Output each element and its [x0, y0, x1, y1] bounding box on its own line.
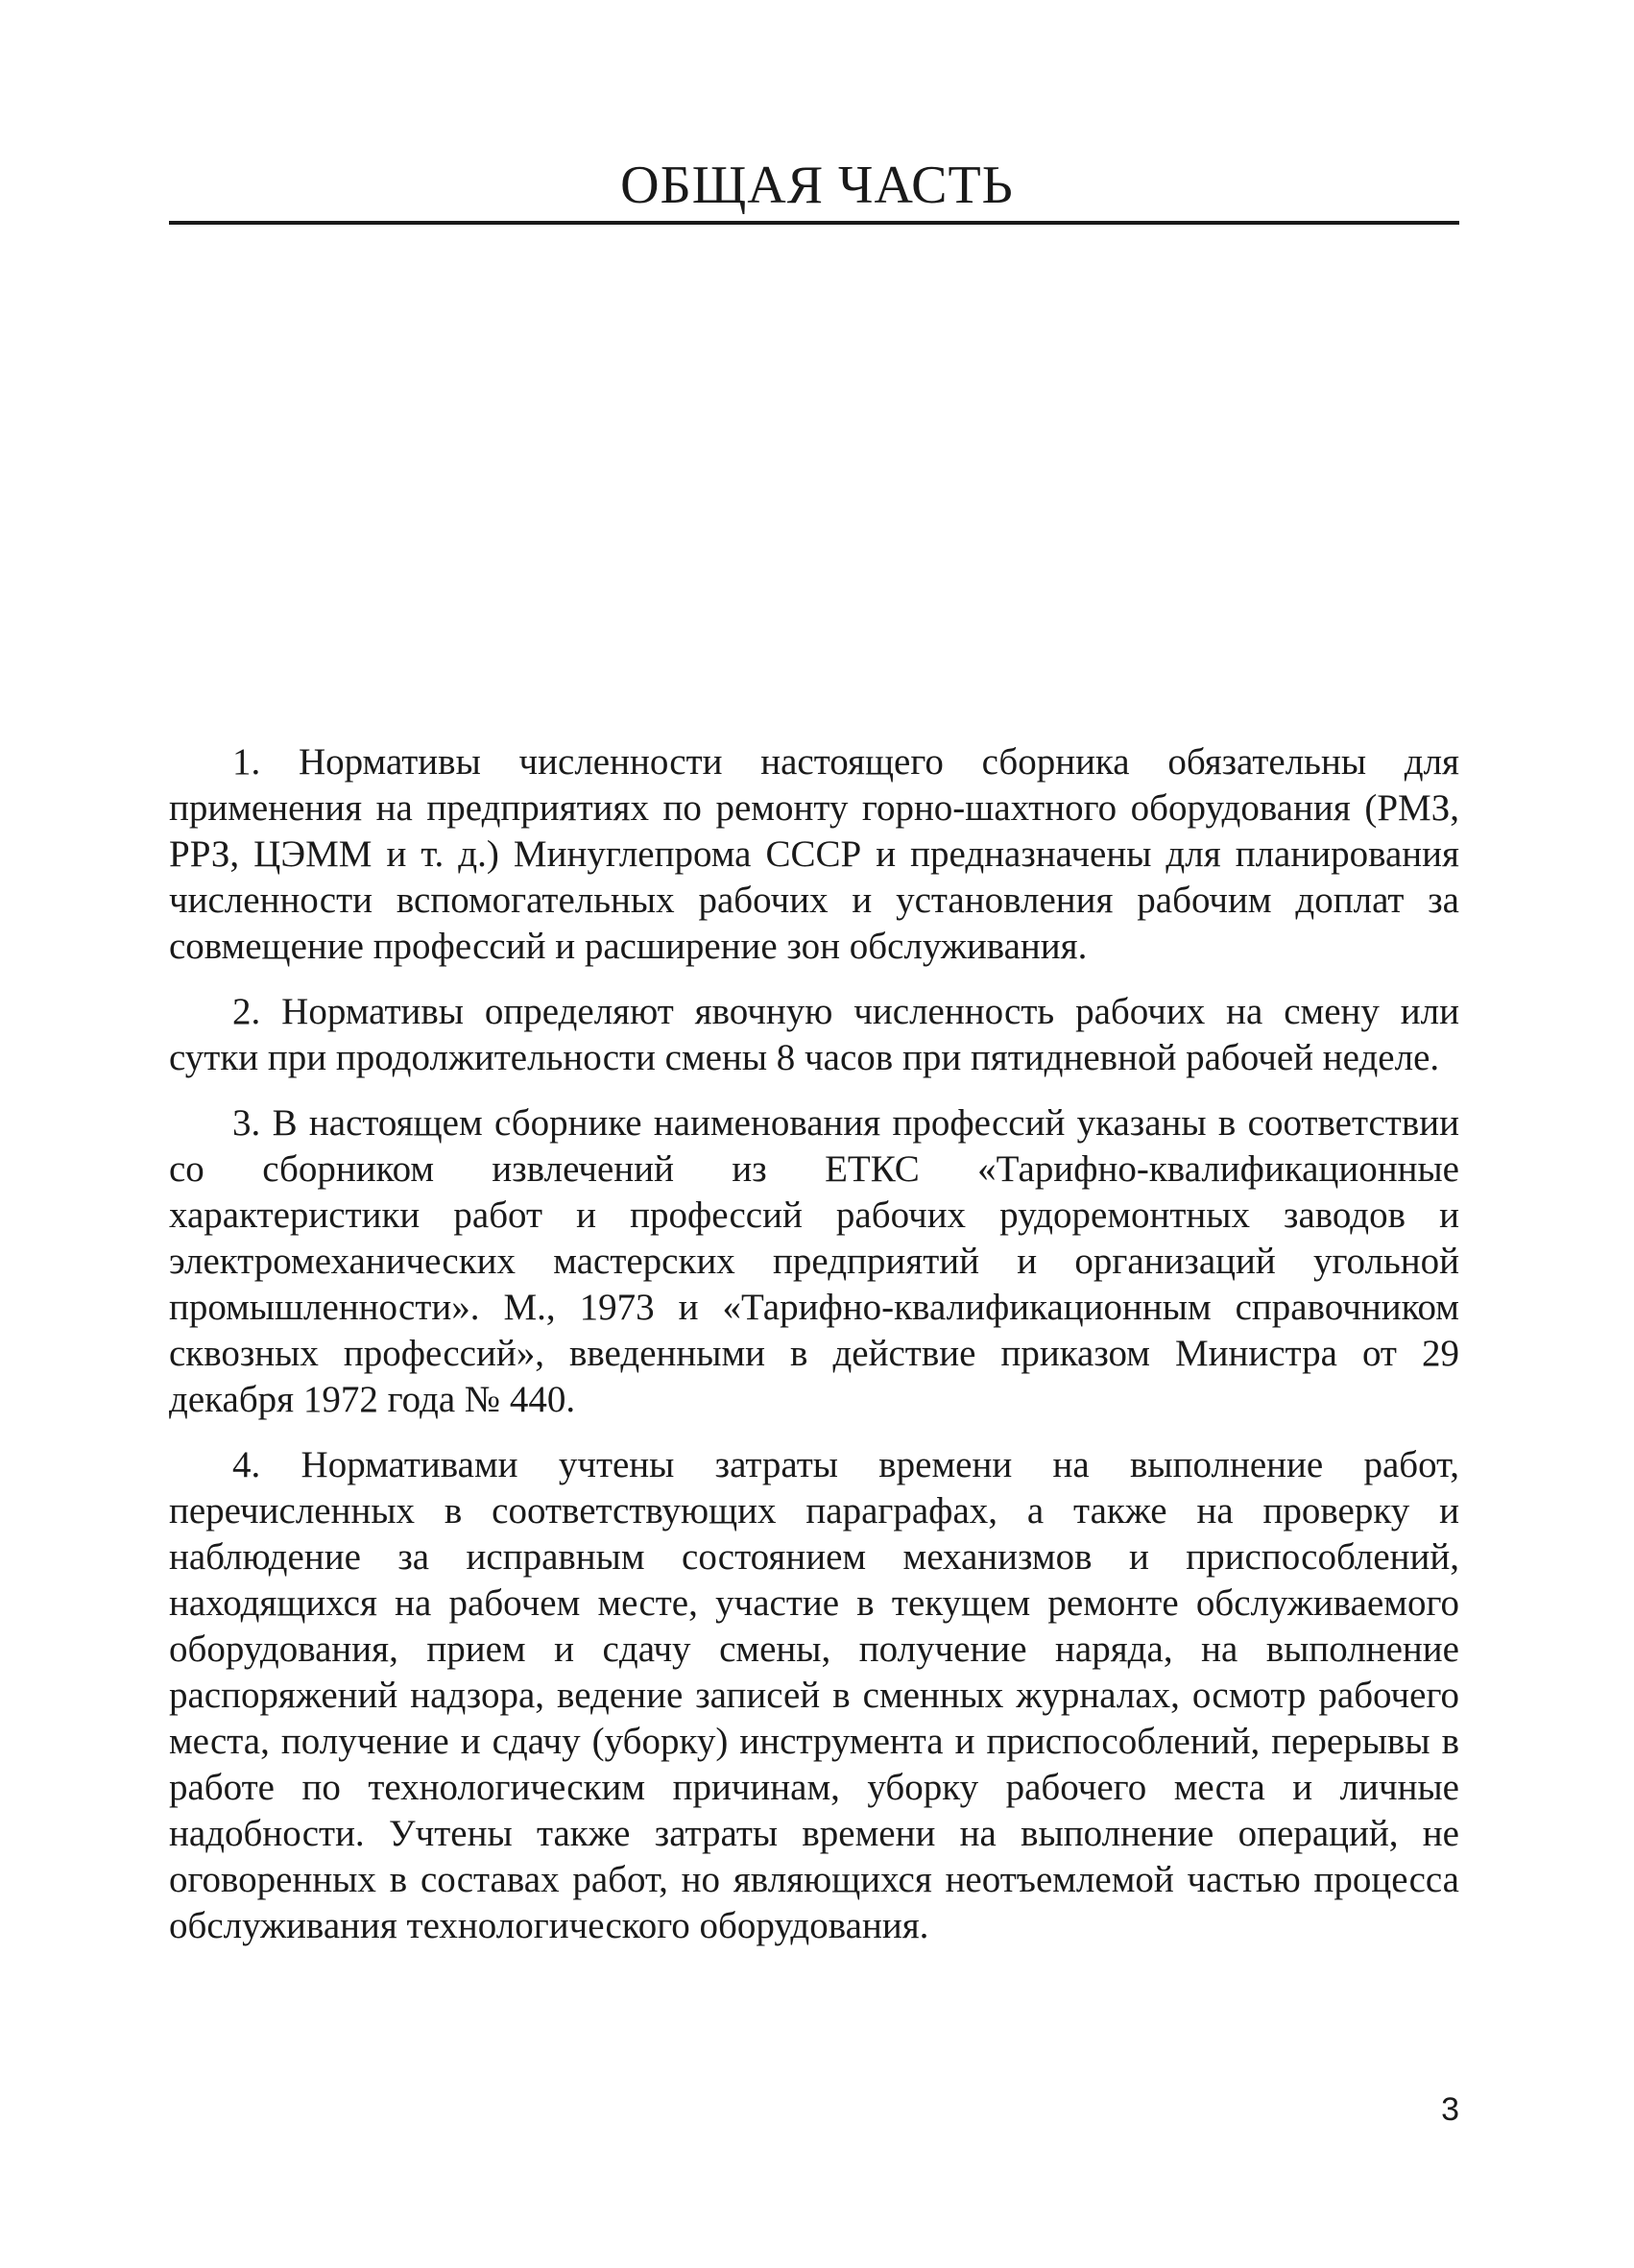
page-number: 3 [1441, 2091, 1459, 2128]
heading-underline [169, 221, 1459, 225]
paragraph-2: 2. Нормативы определяют явочную численность рабочих на смену или сутки при продолжительности смены 8 часов при пятидневной рабочей неделе. [169, 991, 1459, 1078]
paragraph-4: 4. Нормативами учтены затраты времени на выполнение работ, перечисленных в соответствующих параграфах, а также на проверку и наблюдение за исправным состоянием механизмов и приспособлений, находящихся на рабочем месте, участие в текущем ремонте обслуживаемого оборудования, прием и сдачу смены, получение наряда, на выполнение распоряжений надзора, ведение записей в сменных журналах, осмотр рабочего места, получение и сдачу (уборку) инструмента и приспособлений, перерывы в работе по технологическим причинам, уборку рабочего места и личные надобности. Учтены также затраты времени на выполнение операций, не оговоренных в составах работ, но являющихся неотъемлемой частью процесса обслуживания технологического оборудования. [169, 1444, 1459, 1946]
paragraph-1: 1. Нормативы численности настоящего сборника обязательны для применения на предприятиях по ремонту горно-шахтного оборудования (РМЗ, РРЗ, ЦЭММ и т. д.) Минуглепрома СССР и предназначены для планирования численности вспомогательных рабочих и установления рабочим доплат за совмещение профессий и расширение зон обслуживания. [169, 741, 1459, 967]
body-text [169, 739, 1459, 1968]
page-title: ОБЩАЯ ЧАСТЬ [620, 156, 1014, 215]
paragraph-3: 3. В настоящем сборнике наименования профессий указаны в соответствии со сборником извлечений из ЕТКС «Тарифно-квалификационные характеристики работ и профессий рабочих рудоремонтных заводов и электромеханических мастерских предприятий и организаций угольной промышленности». М., 1973 и «Тарифно-квалификационным справочником сквозных профессий», введенными в действие приказом Министра от 29 декабря 1972 года № 440. [169, 1102, 1459, 1420]
